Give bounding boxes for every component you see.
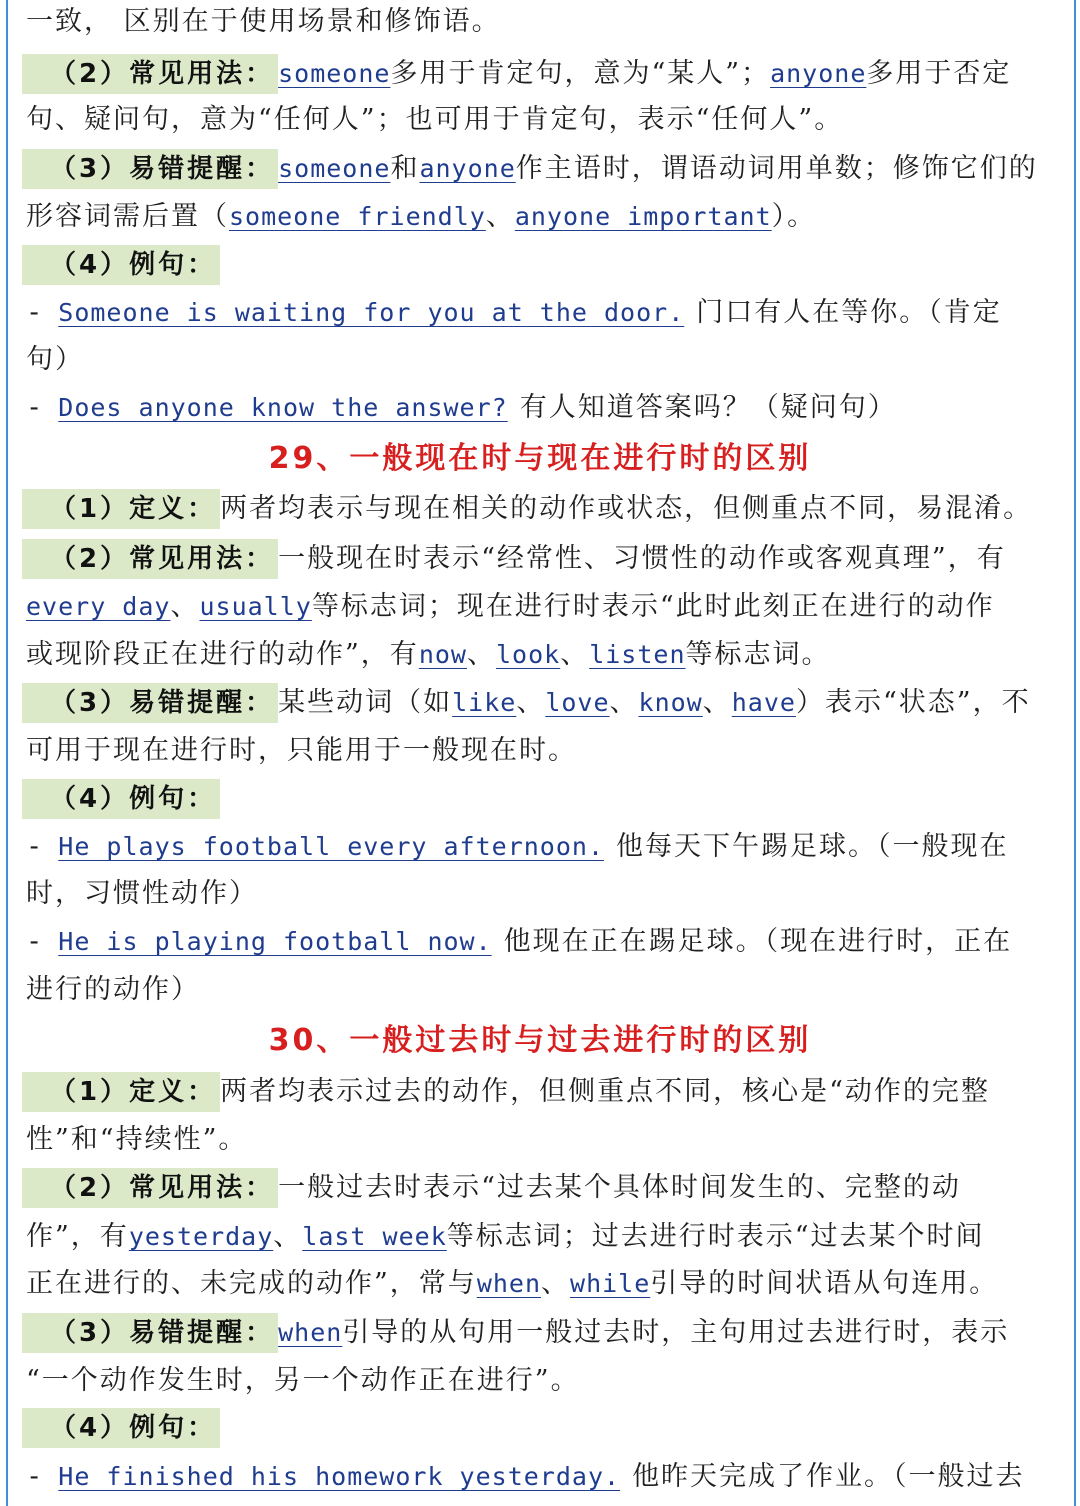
english-term: anyone — [770, 59, 867, 88]
definition-label: （1）定义： — [22, 489, 220, 529]
text: 形容词需后置（ — [26, 201, 229, 232]
english-term: when — [278, 1318, 343, 1347]
translation: 他现在正在踢足球。（现在进行时，正在 — [503, 926, 1013, 957]
text: 引导的时间状语从句连用。 — [650, 1268, 999, 1299]
text: 、 — [170, 591, 200, 622]
text: 作主语时，谓语动词用单数；修饰它们的 — [515, 153, 1038, 184]
definition-label: （1）定义： — [22, 1072, 220, 1112]
paragraph-line — [26, 340, 84, 380]
text: 一致， 区别在于使用场景和修饰语。 — [26, 6, 501, 37]
english-term: know — [638, 688, 703, 717]
text: 作”，有 — [26, 1221, 129, 1252]
text: 、 — [702, 687, 732, 718]
example-line — [26, 922, 1012, 962]
usage-line — [26, 54, 1011, 94]
english-term: anyone important — [514, 202, 772, 231]
text: ）表示“状态”，不 — [795, 687, 1031, 718]
example-line — [26, 1457, 1025, 1497]
text: 、 — [466, 639, 496, 670]
text: 、 — [485, 201, 515, 232]
english-term: now — [418, 640, 467, 669]
translation: 他每天下午踢足球。（一般现在 — [616, 831, 1009, 862]
text: 多用于否定 — [866, 58, 1012, 89]
example-heading — [26, 779, 220, 819]
text: 一般现在时表示“经常性、习惯性的动作或客观真理”，有 — [278, 543, 1006, 574]
definition-line — [26, 1072, 990, 1112]
english-term: yesterday — [128, 1222, 274, 1251]
paragraph-line — [26, 197, 816, 237]
example-line — [26, 827, 1009, 867]
page-border-left — [6, 0, 8, 1506]
text: 等标志词；过去进行时表示“过去某个时间 — [446, 1221, 985, 1252]
text: 、 — [560, 639, 590, 670]
paragraph-line — [26, 1120, 247, 1160]
english-term: last week — [302, 1222, 447, 1251]
text: 等标志词；现在进行时表示“此时此刻正在进行的动作 — [311, 591, 995, 622]
text: 和 — [390, 153, 420, 184]
tip-label: （3）易错提醒： — [22, 1313, 278, 1353]
paragraph-line — [26, 731, 577, 771]
example-heading — [26, 245, 220, 285]
example-sentence: He is playing football now. — [58, 927, 492, 956]
example-line — [26, 293, 1002, 333]
example-label: （4）例句： — [22, 779, 220, 819]
translation: 有人知道答案吗？（疑问句） — [519, 392, 897, 423]
tip-label: （3）易错提醒： — [22, 149, 278, 189]
english-term: anyone — [419, 154, 516, 183]
text: “一个动作发生时，另一个动作正在进行”。 — [26, 1365, 580, 1396]
usage-line — [26, 539, 1006, 579]
text: 多用于肯定句，意为“某人”； — [390, 58, 771, 89]
text: 引导的从句用一般过去时，主句用过去进行时，表示 — [342, 1317, 1010, 1348]
text: 进行的动作） — [26, 974, 200, 1005]
example-sentence: Does anyone know the answer? — [58, 393, 508, 422]
text: 句、疑问句，意为“任何人”；也可用于肯定句，表示“任何人”。 — [26, 104, 844, 135]
text: ）。 — [771, 201, 817, 232]
text: 正在进行的、未完成的动作”，常与 — [26, 1268, 477, 1299]
paragraph-line — [26, 1264, 998, 1304]
usage-label: （2）常见用法： — [22, 1168, 278, 1208]
english-term: while — [570, 1269, 651, 1298]
english-term: like — [452, 688, 517, 717]
text: 性”和“持续性”。 — [26, 1124, 248, 1155]
tip-label: （3）易错提醒： — [22, 683, 278, 723]
bullet-dash: - — [26, 926, 45, 957]
text: 、 — [609, 687, 639, 718]
section-title: 30、一般过去时与过去进行时的区别 — [268, 1023, 812, 1058]
text: 或现阶段正在进行的动作”，有 — [26, 639, 419, 670]
english-term: someone friendly — [229, 202, 486, 231]
translation: 他昨天完成了作业。（一般过去 — [632, 1461, 1025, 1492]
usage-label: （2）常见用法： — [22, 54, 278, 94]
paragraph-line — [26, 2, 501, 42]
text: 某些动词（如 — [278, 687, 453, 718]
paragraph-line — [26, 100, 843, 140]
text: 两者均表示过去的动作，但侧重点不同，核心是“动作的完整 — [220, 1076, 990, 1107]
text: 可用于现在进行时，只能用于一般现在时。 — [26, 735, 577, 766]
english-term: have — [731, 688, 796, 717]
english-term: usually — [199, 592, 312, 621]
english-term: when — [476, 1269, 542, 1298]
example-label: （4）例句： — [22, 1408, 220, 1448]
tip-line — [26, 683, 1031, 723]
english-term: someone — [278, 154, 391, 183]
paragraph-line — [26, 635, 831, 675]
english-term: someone — [278, 59, 391, 88]
text: 句） — [26, 344, 84, 375]
text: 、 — [516, 687, 546, 718]
example-line — [26, 388, 897, 428]
usage-label: （2）常见用法： — [22, 539, 278, 579]
tip-line — [26, 149, 1038, 189]
usage-line — [26, 1168, 961, 1208]
text: 两者均表示与现在相关的动作或状态，但侧重点不同，易混淆。 — [220, 493, 1033, 524]
paragraph-line — [26, 1361, 580, 1401]
example-sentence: He finished his homework yesterday. — [58, 1462, 621, 1491]
paragraph-line — [26, 874, 258, 914]
english-term: listen — [589, 640, 686, 669]
example-label: （4）例句： — [22, 245, 220, 285]
paragraph-line — [26, 970, 200, 1010]
text: 一般过去时表示“过去某个具体时间发生的、完整的动 — [278, 1172, 961, 1203]
text: 、 — [541, 1268, 571, 1299]
english-term: love — [545, 688, 610, 717]
example-heading — [26, 1408, 220, 1448]
bullet-dash: - — [26, 1461, 45, 1492]
paragraph-line — [26, 587, 995, 627]
english-term: look — [495, 640, 561, 669]
example-sentence: Someone is waiting for you at the door. — [58, 298, 685, 327]
bullet-dash: - — [26, 297, 45, 328]
example-sentence: He plays football every afternoon. — [58, 832, 605, 861]
translation: 门口有人在等你。（肯定 — [696, 297, 1002, 328]
bullet-dash: - — [26, 392, 45, 423]
definition-line — [26, 489, 1032, 529]
text: 、 — [273, 1221, 303, 1252]
text: 时，习惯性动作） — [26, 878, 258, 909]
section-title: 29、一般现在时与现在进行时的区别 — [268, 441, 812, 476]
page-border-right — [1074, 0, 1076, 1506]
paragraph-line — [26, 1217, 985, 1257]
text: 等标志词。 — [685, 639, 831, 670]
english-term: every day — [26, 592, 171, 621]
tip-line — [26, 1313, 1009, 1353]
bullet-dash: - — [26, 831, 45, 862]
